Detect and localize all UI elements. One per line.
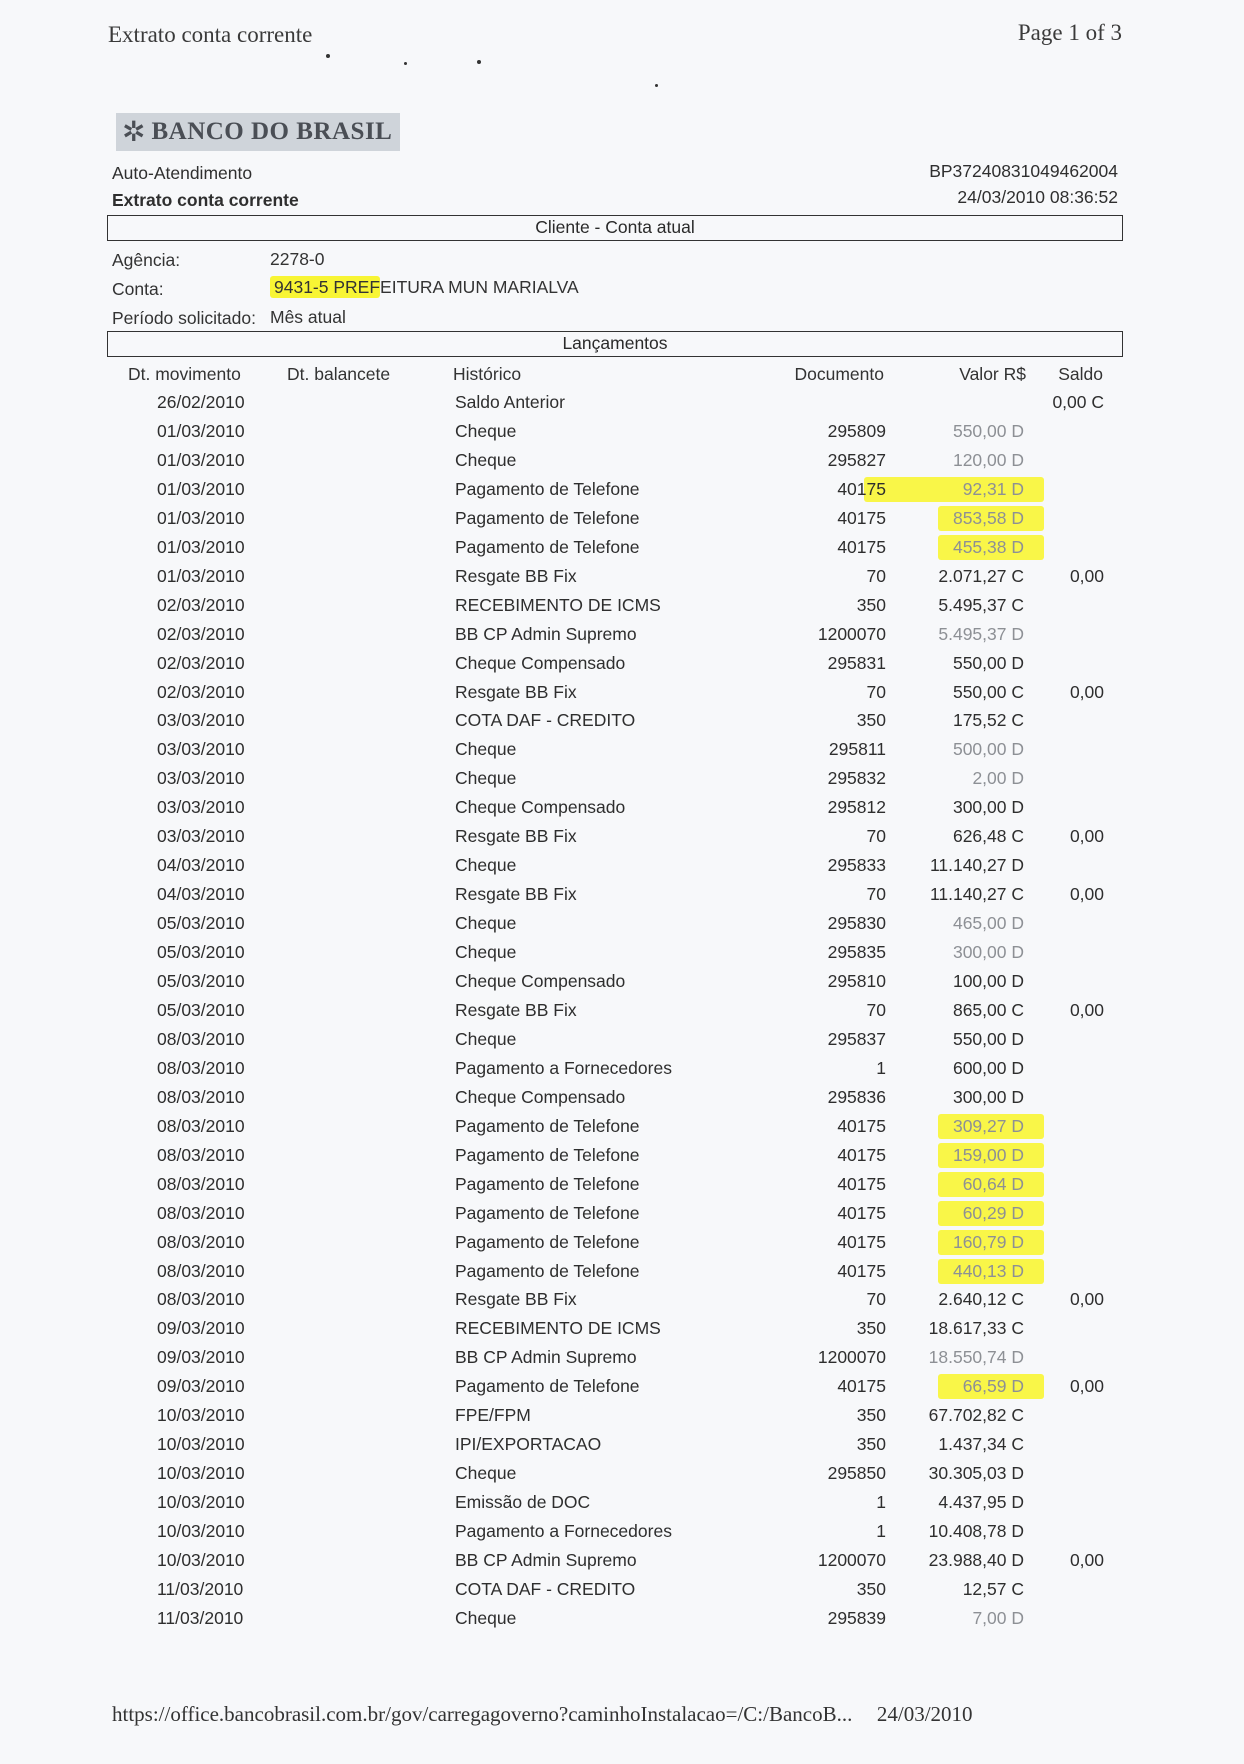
lancamentos-band (107, 331, 1123, 357)
cell-saldo: 0,00 (1069, 999, 1104, 1020)
cell-documento: 40175 (837, 1260, 886, 1281)
cell-documento: 70 (866, 826, 886, 847)
footer-date: 24/03/2010 (876, 1702, 973, 1726)
cell-saldo: 0,00 (1069, 884, 1104, 905)
cell-valor: 23.988,40 D (928, 1550, 1024, 1570)
cell-documento: 40175 (837, 1376, 886, 1397)
table-row (0, 1289, 1244, 1317)
cell-dt-movimento: 08/03/2010 (157, 1115, 245, 1136)
conta-value (270, 277, 579, 298)
periodo-label: Período solicitado: (112, 308, 256, 328)
cell-saldo: 0,00 (1069, 1289, 1104, 1310)
table-row (0, 624, 1244, 652)
cell-valor: 60,64 D (962, 1173, 1024, 1194)
cell-documento: 1 (876, 1521, 886, 1542)
cell-documento: 295810 (827, 971, 886, 991)
cell-documento: 350 (856, 1318, 886, 1339)
cell-documento: 1200070 (817, 623, 886, 644)
cell-documento: 295837 (827, 1028, 886, 1049)
cell-valor: 300,00 D (952, 1086, 1024, 1107)
cell-documento: 70 (866, 565, 886, 586)
cell-valor: 30.305,03 D (928, 1463, 1024, 1484)
table-row (0, 1203, 1244, 1231)
cell-historico: Pagamento de Telefone (455, 1376, 640, 1397)
page-number: Page 1 of 3 (1017, 20, 1122, 45)
cell-documento: 70 (866, 1289, 886, 1310)
cell-valor: 5.495,37 D (938, 623, 1024, 644)
cell-documento: 40175 (837, 536, 886, 557)
cell-dt-movimento: 01/03/2010 (157, 478, 245, 499)
table-row (0, 797, 1244, 825)
cell-valor: 11.140,27 C (929, 884, 1024, 905)
table-row (0, 450, 1244, 478)
cell-valor: 550,00 C (952, 681, 1024, 702)
cell-dt-movimento: 10/03/2010 (157, 1550, 245, 1570)
cell-dt-movimento: 10/03/2010 (157, 1463, 245, 1484)
cell-valor: 309,27 D (952, 1115, 1024, 1136)
agencia-value: 2278-0 (270, 249, 325, 269)
cell-documento: 295831 (827, 652, 886, 673)
cell-documento: 40175 (837, 1115, 886, 1136)
cell-valor: 7,00 D (972, 1607, 1024, 1628)
table-row (0, 595, 1244, 623)
print-title: Extrato conta corrente (108, 22, 313, 47)
cell-valor: 100,00 D (952, 971, 1024, 991)
cell-historico: Cheque (455, 1028, 517, 1049)
cell-saldo: 0,00 (1069, 565, 1104, 586)
cell-dt-movimento: 08/03/2010 (157, 1173, 245, 1194)
cell-valor: 500,00 D (952, 739, 1024, 760)
cell-valor: 300,00 D (952, 797, 1024, 818)
cell-documento: 295835 (827, 942, 886, 963)
cell-valor: 550,00 D (952, 652, 1024, 673)
cell-historico: BB CP Admin Supremo (455, 1347, 637, 1368)
cell-historico: Cheque (455, 1463, 517, 1484)
cell-valor: 853,58 D (952, 507, 1024, 528)
cell-historico: Cheque Compensado (455, 1086, 626, 1107)
cell-dt-movimento: 05/03/2010 (157, 971, 245, 991)
cell-valor: 160,79 D (952, 1231, 1024, 1252)
cell-dt-movimento: 11/03/2010 (157, 1578, 244, 1599)
table-row (0, 1029, 1244, 1057)
table-row (0, 421, 1244, 449)
cell-valor: 2,00 D (972, 768, 1024, 789)
conta-highlight: 9431-5 PREF (270, 276, 380, 298)
cell-historico: Pagamento a Fornecedores (455, 1521, 672, 1542)
cell-historico: Cheque Compensado (455, 971, 626, 991)
cell-documento: 40175 (837, 1202, 886, 1223)
cell-dt-movimento: 03/03/2010 (157, 768, 245, 789)
cell-dt-movimento: 01/03/2010 (157, 536, 245, 557)
bank-logo-icon: ✲ (122, 116, 146, 147)
cell-saldo: 0,00 (1069, 826, 1104, 847)
cell-documento: 40175 (837, 1144, 886, 1165)
document-code: BP37240831049462004 (929, 161, 1118, 181)
cell-dt-movimento: 03/03/2010 (157, 826, 245, 847)
col-dt-balancete: Dt. balancete (287, 364, 391, 384)
cell-historico: Cheque (455, 913, 517, 934)
cell-dt-movimento: 05/03/2010 (157, 913, 245, 934)
col-historico: Histórico (453, 364, 522, 384)
cell-historico: IPI/EXPORTACAO (455, 1434, 602, 1455)
cell-documento: 295839 (827, 1607, 886, 1628)
cell-dt-movimento: 09/03/2010 (157, 1347, 245, 1368)
table-row (0, 1058, 1244, 1086)
cell-historico: Cheque (455, 449, 517, 470)
bank-logo-text: BANCO DO BRASIL (151, 118, 393, 145)
cell-historico: COTA DAF - CREDITO (455, 1578, 636, 1599)
cell-dt-movimento: 04/03/2010 (157, 855, 245, 876)
cell-documento: 40175 (837, 478, 886, 499)
cell-valor: 865,00 C (952, 999, 1024, 1020)
cell-dt-movimento: 05/03/2010 (157, 999, 245, 1020)
cell-dt-movimento: 01/03/2010 (157, 565, 245, 586)
bank-logo (116, 113, 400, 151)
cell-documento: 295832 (827, 768, 886, 789)
cell-valor: 18.617,33 C (928, 1318, 1024, 1339)
cell-historico: Emissão de DOC (455, 1492, 591, 1513)
cell-documento: 70 (866, 884, 886, 905)
table-row (0, 884, 1244, 912)
cell-documento: 295811 (828, 739, 886, 760)
cell-valor: 11.140,27 D (929, 855, 1024, 876)
service-name: Auto-Atendimento (112, 163, 253, 183)
cell-dt-movimento: 08/03/2010 (157, 1202, 245, 1223)
cell-historico: Pagamento a Fornecedores (455, 1057, 672, 1078)
cell-documento: 70 (866, 681, 886, 702)
document-subtitle: Extrato conta corrente (112, 190, 299, 210)
table-row (0, 1145, 1244, 1173)
cell-valor: 550,00 D (952, 1028, 1024, 1049)
conta-label: Conta: (112, 279, 164, 299)
table-row (0, 739, 1244, 767)
table-row (0, 1492, 1244, 1520)
cell-historico: Saldo Anterior (455, 392, 565, 412)
cell-dt-movimento: 01/03/2010 (157, 420, 245, 441)
cell-valor: 5.495,37 C (938, 594, 1024, 615)
cell-historico: Cheque (455, 768, 517, 789)
lancamentos-title: Lançamentos (562, 333, 668, 353)
conta-value-rest: EITURA MUN MARIALVA (380, 277, 579, 297)
client-section-title: Cliente - Conta atual (535, 217, 695, 237)
cell-valor: 60,29 D (962, 1202, 1024, 1223)
cell-dt-movimento: 04/03/2010 (157, 884, 245, 905)
cell-documento: 40175 (837, 1173, 886, 1194)
cell-documento: 295850 (827, 1463, 886, 1484)
cell-documento: 1200070 (817, 1347, 886, 1368)
table-row (0, 1405, 1244, 1433)
cell-valor: 550,00 D (952, 420, 1024, 441)
cell-valor: 159,00 D (952, 1144, 1024, 1165)
cell-documento: 1200070 (817, 1550, 886, 1570)
cell-historico: Resgate BB Fix (455, 565, 577, 586)
cell-valor: 626,48 C (952, 826, 1024, 847)
cell-historico: Cheque (455, 855, 517, 876)
table-row (0, 537, 1244, 565)
cell-historico: Cheque Compensado (455, 652, 626, 673)
table-row (0, 942, 1244, 970)
table-row (0, 653, 1244, 681)
cell-saldo: 0,00 C (1052, 392, 1104, 412)
document-datetime: 24/03/2010 08:36:52 (957, 187, 1118, 207)
table-row (0, 1521, 1244, 1549)
cell-valor: 12,57 C (962, 1578, 1024, 1599)
cell-historico: Cheque Compensado (455, 797, 626, 818)
cell-documento: 40175 (837, 507, 886, 528)
table-row (0, 768, 1244, 796)
cell-historico: Cheque (455, 1607, 517, 1628)
cell-documento: 350 (856, 594, 886, 615)
cell-valor: 175,52 C (952, 710, 1024, 731)
cell-valor: 4.437,95 D (938, 1492, 1024, 1513)
table-row (0, 1087, 1244, 1115)
cell-dt-movimento: 03/03/2010 (157, 739, 245, 760)
table-row (0, 1261, 1244, 1289)
table-row (0, 1550, 1244, 1578)
cell-dt-movimento: 10/03/2010 (157, 1521, 245, 1542)
cell-valor: 455,38 D (952, 536, 1024, 557)
cell-documento: 295809 (827, 420, 886, 441)
cell-valor: 92,31 D (962, 478, 1024, 499)
cell-historico: Pagamento de Telefone (455, 1202, 640, 1223)
table-row (0, 1579, 1244, 1607)
periodo-value: Mês atual (270, 307, 346, 327)
cell-dt-movimento: 02/03/2010 (157, 681, 245, 702)
table-row (0, 971, 1244, 999)
table-row (0, 1000, 1244, 1028)
cell-historico: Pagamento de Telefone (455, 478, 640, 499)
cell-historico: Resgate BB Fix (455, 826, 577, 847)
print-footer (112, 1702, 973, 1727)
cell-historico: Resgate BB Fix (455, 884, 577, 905)
cell-valor: 2.640,12 C (938, 1289, 1024, 1310)
cell-documento: 350 (856, 710, 886, 731)
table-row (0, 1318, 1244, 1346)
cell-historico: RECEBIMENTO DE ICMS (455, 594, 661, 615)
cell-historico: Pagamento de Telefone (455, 1260, 640, 1281)
cell-saldo: 0,00 (1069, 681, 1104, 702)
cell-valor: 67.702,82 C (928, 1405, 1024, 1426)
table-row (0, 855, 1244, 883)
cell-dt-movimento: 11/03/2010 (157, 1607, 244, 1628)
col-valor: Valor R$ (959, 364, 1026, 384)
cell-documento: 40175 (837, 1231, 886, 1252)
cell-documento: 350 (856, 1405, 886, 1426)
cell-documento: 295833 (827, 855, 886, 876)
cell-dt-movimento: 08/03/2010 (157, 1144, 245, 1165)
cell-valor: 2.071,27 C (938, 565, 1024, 586)
scan-speck (655, 84, 658, 87)
cell-historico: Pagamento de Telefone (455, 1173, 640, 1194)
cell-valor: 18.550,74 D (928, 1347, 1024, 1368)
cell-valor: 10.408,78 D (928, 1521, 1024, 1542)
cell-dt-movimento: 08/03/2010 (157, 1028, 245, 1049)
table-row (0, 392, 1244, 420)
cell-historico: RECEBIMENTO DE ICMS (455, 1318, 661, 1339)
cell-dt-movimento: 08/03/2010 (157, 1289, 245, 1310)
cell-valor: 600,00 D (952, 1057, 1024, 1078)
cell-historico: Resgate BB Fix (455, 999, 577, 1020)
table-row (0, 1376, 1244, 1404)
table-row (0, 682, 1244, 710)
cell-historico: FPE/FPM (455, 1405, 531, 1426)
col-saldo: Saldo (1058, 364, 1103, 384)
cell-dt-movimento: 10/03/2010 (157, 1434, 245, 1455)
cell-historico: Pagamento de Telefone (455, 507, 640, 528)
cell-saldo: 0,00 (1069, 1376, 1104, 1397)
table-row (0, 1347, 1244, 1375)
cell-dt-movimento: 08/03/2010 (157, 1231, 245, 1252)
cell-historico: BB CP Admin Supremo (455, 623, 637, 644)
table-row (0, 826, 1244, 854)
table-row (0, 710, 1244, 738)
table-row (0, 479, 1244, 507)
cell-dt-movimento: 08/03/2010 (157, 1057, 245, 1078)
table-row (0, 1463, 1244, 1491)
cell-documento: 1 (876, 1057, 886, 1078)
cell-historico: Cheque (455, 942, 517, 963)
cell-historico: Pagamento de Telefone (455, 536, 640, 557)
cell-documento: 70 (866, 999, 886, 1020)
cell-dt-movimento: 03/03/2010 (157, 710, 245, 731)
cell-documento: 295830 (827, 913, 886, 934)
cell-historico: Pagamento de Telefone (455, 1115, 640, 1136)
cell-valor: 66,59 D (962, 1376, 1024, 1397)
cell-historico: Resgate BB Fix (455, 1289, 577, 1310)
cell-valor: 1.437,34 C (938, 1434, 1024, 1455)
scan-speck (477, 60, 481, 64)
table-row (0, 1608, 1244, 1636)
table-row (0, 913, 1244, 941)
col-documento: Documento (794, 364, 884, 384)
cell-documento: 1 (876, 1492, 886, 1513)
scan-speck (404, 62, 407, 65)
cell-documento: 350 (856, 1434, 886, 1455)
cell-documento: 295827 (827, 449, 886, 470)
cell-dt-movimento: 05/03/2010 (157, 942, 245, 963)
cell-dt-movimento: 01/03/2010 (157, 449, 245, 470)
cell-dt-movimento: 08/03/2010 (157, 1086, 245, 1107)
cell-dt-movimento: 10/03/2010 (157, 1492, 245, 1513)
cell-valor: 465,00 D (952, 913, 1024, 934)
cell-historico: COTA DAF - CREDITO (455, 710, 636, 731)
client-section-band (107, 215, 1123, 241)
table-row (0, 1232, 1244, 1260)
cell-dt-movimento: 09/03/2010 (157, 1318, 245, 1339)
table-row (0, 1174, 1244, 1202)
cell-dt-movimento: 10/03/2010 (157, 1405, 245, 1426)
cell-valor: 120,00 D (952, 449, 1024, 470)
cell-dt-movimento: 02/03/2010 (157, 652, 245, 673)
cell-dt-movimento: 03/03/2010 (157, 797, 245, 818)
cell-saldo: 0,00 (1069, 1550, 1104, 1570)
table-row (0, 508, 1244, 536)
table-row (0, 566, 1244, 594)
cell-dt-movimento: 09/03/2010 (157, 1376, 245, 1397)
cell-historico: Cheque (455, 739, 517, 760)
cell-documento: 295812 (827, 797, 886, 818)
cell-documento: 350 (856, 1578, 886, 1599)
agencia-label: Agência: (112, 250, 181, 270)
scan-speck (326, 54, 330, 58)
cell-historico: BB CP Admin Supremo (455, 1550, 637, 1570)
cell-dt-movimento: 26/02/2010 (157, 392, 245, 412)
footer-url: https://office.bancobrasil.com.br/gov/carregagoverno?caminhoInstalacao=/C:/BancoB... (112, 1702, 853, 1726)
table-row (0, 1434, 1244, 1462)
col-dt-movimento: Dt. movimento (128, 364, 241, 384)
cell-documento: 295836 (827, 1086, 886, 1107)
cell-dt-movimento: 02/03/2010 (157, 623, 245, 644)
cell-valor: 300,00 D (952, 942, 1024, 963)
cell-historico: Resgate BB Fix (455, 681, 577, 702)
cell-valor: 440,13 D (952, 1260, 1024, 1281)
cell-historico: Cheque (455, 420, 517, 441)
cell-historico: Pagamento de Telefone (455, 1144, 640, 1165)
cell-dt-movimento: 02/03/2010 (157, 594, 245, 615)
cell-dt-movimento: 01/03/2010 (157, 507, 245, 528)
table-row (0, 1116, 1244, 1144)
cell-historico: Pagamento de Telefone (455, 1231, 640, 1252)
cell-dt-movimento: 08/03/2010 (157, 1260, 245, 1281)
